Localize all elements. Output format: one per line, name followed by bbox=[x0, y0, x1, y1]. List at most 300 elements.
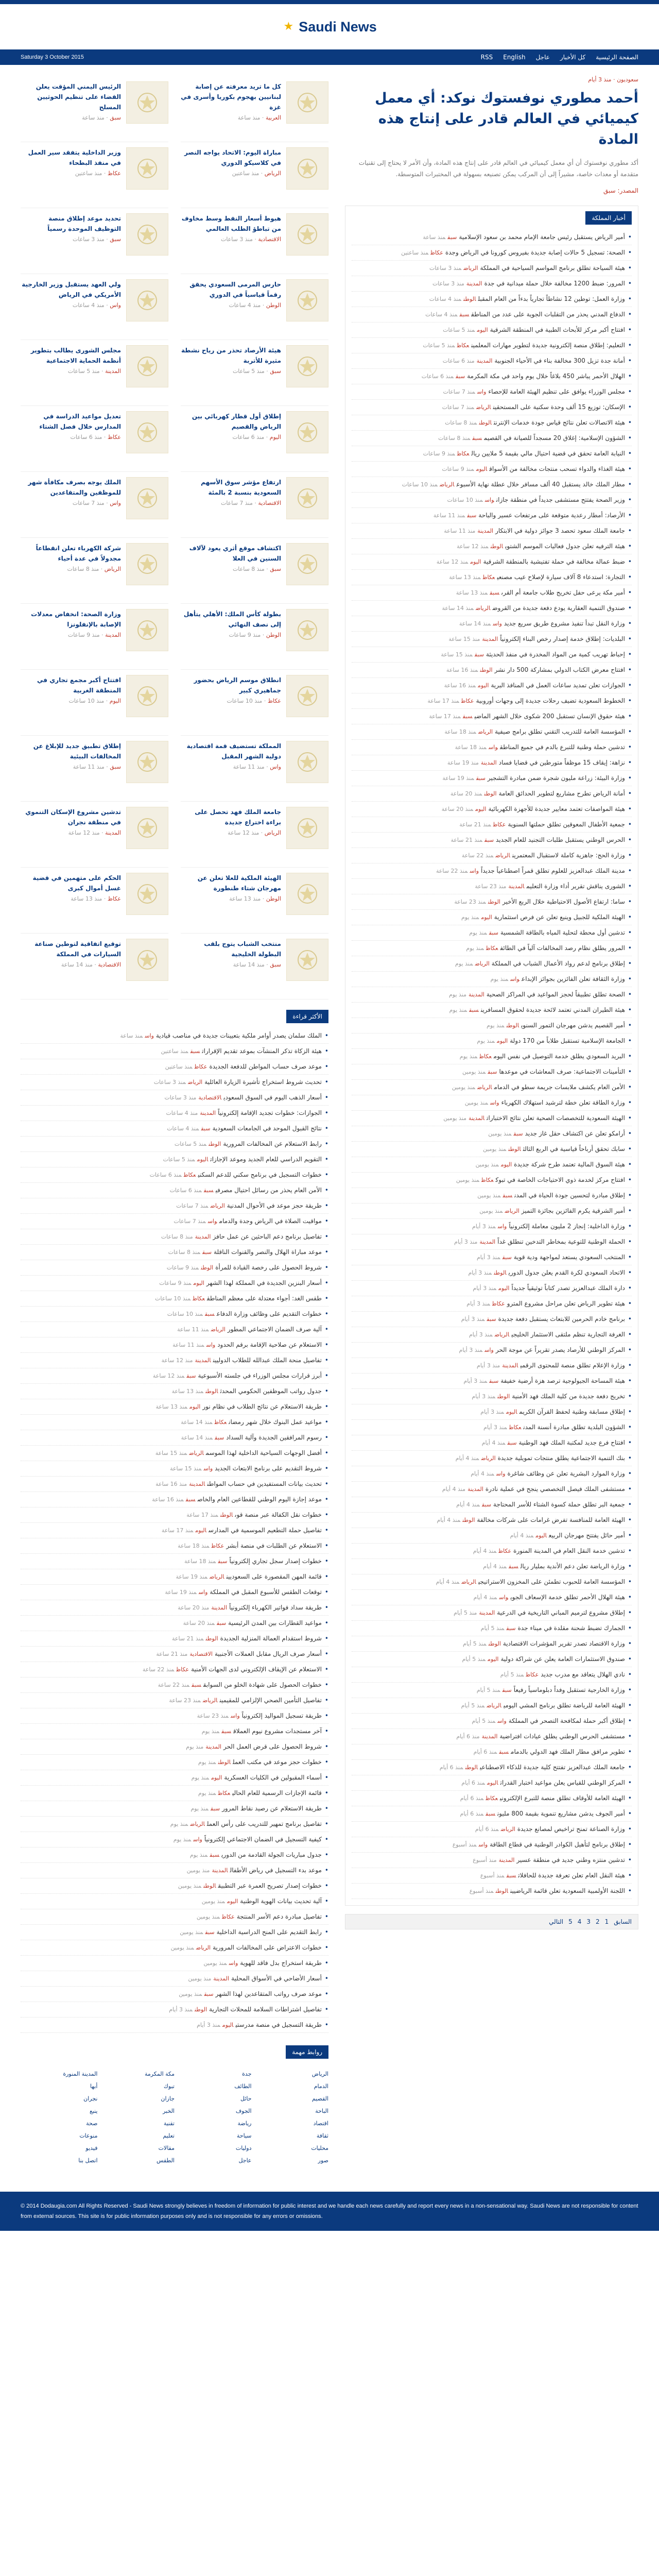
list-item-title[interactable]: افتتاح مركز لخدمة ذوي الاحتياجات الخاصة في تبوك bbox=[495, 1176, 625, 1183]
card-title[interactable]: الملك يوجه بصرف مكافأة شهر للموظفين والمتقاعدين bbox=[28, 479, 121, 496]
list-item-source[interactable]: الوطن bbox=[508, 1146, 521, 1153]
list-item[interactable] bbox=[352, 817, 632, 833]
list-item-title[interactable]: الشؤون الإسلامية: إغلاق 20 مسجداً للصيانة في القصيم bbox=[484, 434, 625, 442]
list-item[interactable] bbox=[21, 1585, 328, 1600]
card-source[interactable]: الرياض bbox=[264, 170, 281, 177]
list-item-source[interactable]: سبق bbox=[205, 1311, 215, 1317]
news-card[interactable] bbox=[21, 868, 168, 934]
list-item-source[interactable]: سبق bbox=[186, 1372, 196, 1379]
quick-link[interactable]: صحة bbox=[86, 2120, 98, 2127]
list-item-source[interactable]: الرياض bbox=[189, 1450, 204, 1456]
list-item-source[interactable]: واس bbox=[207, 1218, 217, 1225]
list-item-title[interactable]: رابط التقديم على المنح الدراسية الداخلية bbox=[216, 1928, 322, 1936]
list-item-source[interactable]: سبق bbox=[459, 311, 470, 318]
list-item-title[interactable]: أمانة الرياض تطرح مشاريع لتطوير الحدائق العامة bbox=[498, 790, 625, 797]
list-item[interactable] bbox=[352, 369, 632, 384]
list-item[interactable] bbox=[21, 1538, 328, 1554]
list-item-title[interactable]: الجوازات تعلن تمديد ساعات العمل في المنافذ البرية bbox=[491, 682, 625, 689]
list-item[interactable] bbox=[352, 400, 632, 415]
card-title[interactable]: تدشين مشروع الإسكان التنموي في منطقة نجران bbox=[25, 808, 121, 826]
list-item-source[interactable]: الوطن bbox=[203, 1883, 216, 1889]
list-item-title[interactable]: أسعار الأضاحي في الأسواق المحلية bbox=[231, 1975, 322, 1982]
list-item-source[interactable]: سبق bbox=[462, 713, 473, 720]
list-item[interactable] bbox=[352, 1497, 632, 1513]
list-item-source[interactable]: واس bbox=[229, 1960, 238, 1967]
list-item-title[interactable]: تفاصيل منحة الملك عبدالله للطلاب الدوليين bbox=[213, 1357, 322, 1364]
list-item-title[interactable]: الاستعلام عن الإيقاف الإلكتروني لدى الجهات الأمنية bbox=[191, 1666, 322, 1673]
list-item-source[interactable]: اليوم bbox=[477, 327, 488, 333]
list-item[interactable] bbox=[352, 1033, 632, 1049]
list-item-source[interactable]: الاقتصادية bbox=[198, 1094, 222, 1101]
thumbnail-placeholder[interactable] bbox=[126, 543, 168, 585]
list-item-title[interactable]: التجارة: استدعاء 8 آلاف سيارة لإصلاح عيب مصنعي bbox=[497, 573, 625, 581]
list-item-title[interactable]: المنتخب السعودي يستعد لمواجهة ودية قوية bbox=[513, 1253, 625, 1261]
list-item-source[interactable]: المدينة bbox=[477, 528, 494, 534]
list-item[interactable] bbox=[21, 1137, 328, 1152]
site-name[interactable]: Saudi News bbox=[299, 19, 377, 35]
list-item-source[interactable]: اليوم bbox=[500, 1161, 512, 1168]
list-item-title[interactable]: الشؤون البلدية تطلق مبادرة أنسنة المدن bbox=[523, 1423, 625, 1431]
list-item-title[interactable]: طقس الغد: أجواء معتدلة على معظم المناطق bbox=[206, 1295, 322, 1302]
list-item-source[interactable]: اليوم bbox=[488, 1656, 499, 1663]
thumbnail-placeholder[interactable] bbox=[126, 147, 168, 190]
list-item-title[interactable]: إطلاق مبادرة لتحسين جودة الحياة في المدن bbox=[514, 1192, 625, 1199]
list-item[interactable] bbox=[21, 1956, 328, 1971]
quick-link[interactable]: جازان bbox=[161, 2095, 175, 2102]
list-item-source[interactable]: اليوم bbox=[506, 1409, 517, 1415]
card-title[interactable]: توقيع اتفاقية لتوطين صناعة السيارات في المملكة bbox=[34, 940, 121, 958]
card-title[interactable]: هيئة الأرصاد تحذر من رياح نشطة مثيرة للأتربة bbox=[181, 347, 281, 364]
thumbnail-placeholder[interactable] bbox=[286, 741, 328, 783]
list-item-title[interactable]: أفضل الوجهات السياحية الداخلية لهذا الموسم bbox=[205, 1449, 322, 1456]
list-item-source[interactable]: عكاظ bbox=[481, 1177, 494, 1183]
list-item-source[interactable]: المدينة bbox=[498, 1857, 515, 1863]
list-item-title[interactable]: طريقة سداد فواتير الكهرباء إلكترونياً bbox=[229, 1604, 322, 1611]
list-item-title[interactable]: أمانة جدة تزيل 300 مخالفة بناء في الأحياء الجنوبية bbox=[494, 357, 625, 364]
list-item-source[interactable]: الرياض bbox=[505, 1208, 519, 1214]
list-item-title[interactable]: الاستعلام عن الطلبات في منصة أبشر bbox=[226, 1542, 322, 1549]
news-card[interactable] bbox=[181, 340, 328, 406]
list-item[interactable] bbox=[21, 1337, 328, 1353]
list-item[interactable] bbox=[21, 1616, 328, 1631]
list-item-title[interactable]: رسوم المرافقين الجديدة وآلية السداد bbox=[226, 1434, 322, 1441]
list-item-source[interactable]: واس bbox=[497, 1718, 507, 1724]
list-item-title[interactable]: سابك تحقق أرباحاً قياسية في الربع الثالث bbox=[523, 1145, 625, 1153]
list-item[interactable] bbox=[21, 1075, 328, 1090]
list-item-title[interactable]: التأمينات الاجتماعية: صرف المعاشات في موعدها bbox=[499, 1068, 625, 1075]
list-item[interactable] bbox=[352, 678, 632, 693]
list-item-title[interactable]: أسعار البنزين الجديدة في المملكة لهذا الشهر bbox=[206, 1279, 322, 1286]
list-item[interactable] bbox=[21, 1770, 328, 1786]
list-item[interactable] bbox=[21, 1028, 328, 1044]
list-item-source[interactable]: المدينة bbox=[211, 1604, 228, 1611]
news-card[interactable] bbox=[181, 670, 328, 736]
list-item-source[interactable]: واس bbox=[489, 744, 498, 751]
list-item-source[interactable]: اليوم bbox=[189, 1403, 201, 1410]
list-item[interactable] bbox=[352, 554, 632, 570]
list-item-source[interactable]: سبق bbox=[502, 1687, 512, 1693]
quick-link[interactable]: منوعات bbox=[79, 2132, 98, 2139]
list-item[interactable] bbox=[21, 1399, 328, 1415]
list-item-title[interactable]: خطوات الاعتراض على المخالفات المرورية bbox=[213, 1944, 322, 1951]
list-item-source[interactable]: الوطن bbox=[194, 2006, 207, 2013]
list-item[interactable] bbox=[21, 1755, 328, 1770]
list-item-title[interactable]: التعليم: إطلاق منصة إلكترونية جديدة لتطوير مهارات المعلمين bbox=[471, 342, 625, 349]
thumbnail-placeholder[interactable] bbox=[286, 477, 328, 519]
quick-link[interactable]: ينبع bbox=[89, 2108, 98, 2114]
quick-link[interactable]: تعليم bbox=[163, 2132, 175, 2139]
list-item-title[interactable]: تفاصيل حملة التطعيم الموسمية في المدارس bbox=[208, 1527, 322, 1534]
list-item-source[interactable]: عكاظ bbox=[509, 1424, 522, 1431]
list-item[interactable] bbox=[352, 848, 632, 863]
card-source[interactable]: المدينة bbox=[105, 368, 121, 375]
list-item-source[interactable]: عكاظ bbox=[183, 1172, 196, 1178]
quick-link[interactable]: صور bbox=[318, 2157, 328, 2164]
list-item-source[interactable]: عكاظ bbox=[493, 821, 506, 828]
list-item-title[interactable]: كيفية التسجيل في الضمان الاجتماعي إلكترونياً bbox=[204, 1836, 322, 1843]
quick-link[interactable]: ثقافة bbox=[316, 2132, 328, 2139]
quick-link[interactable]: نجران bbox=[83, 2095, 98, 2102]
card-title[interactable]: اكتشاف موقع أثري يعود لآلاف السنين في العلا bbox=[189, 545, 281, 562]
quick-link[interactable]: رياضة bbox=[237, 2120, 252, 2127]
list-item[interactable] bbox=[352, 1250, 632, 1265]
list-item[interactable] bbox=[352, 802, 632, 817]
list-item-source[interactable]: الرياض bbox=[476, 404, 491, 411]
list-item-source[interactable]: اليوم bbox=[496, 1038, 508, 1044]
list-item-title[interactable]: أمير الرياض يستقبل رئيس جامعة الإمام محمد بن سعود الإسلامية bbox=[459, 233, 625, 241]
list-item[interactable] bbox=[352, 663, 632, 678]
list-item[interactable] bbox=[21, 1291, 328, 1307]
list-item-title[interactable]: موعد بدء التسجيل في رياض الأطفال bbox=[230, 1867, 322, 1874]
list-item[interactable] bbox=[352, 1513, 632, 1528]
list-item-source[interactable]: المدينة bbox=[213, 1975, 230, 1982]
list-item-title[interactable]: النيابة العامة تحقق في قضية احتيال مالي بقيمة 5 ملايين ريال bbox=[471, 450, 625, 457]
card-source[interactable]: الوطن bbox=[266, 302, 281, 309]
list-item-title[interactable]: موعد صرف رواتب المتقاعدين لهذا الشهر bbox=[215, 1990, 322, 1997]
list-item-source[interactable]: الوطن bbox=[463, 296, 476, 302]
list-item-title[interactable]: أمير الجوف يدشن مشاريع تنموية بقيمة 800 مليون bbox=[497, 1810, 625, 1817]
card-title[interactable]: الرئيس اليمني المؤقت يعلن القضاء على تنظيم الحوثيين المسلح bbox=[36, 83, 121, 111]
list-item-title[interactable]: وزارة الرياضة تعلن دعم الأندية بمليار ريال bbox=[520, 1563, 625, 1570]
list-item-title[interactable]: خطوات الحصول على شهادة الخلو من السوابق bbox=[203, 1681, 322, 1688]
card-title[interactable]: شركة الكهرباء تعلن انقطاعاً مجدولاً في عدة أحياء bbox=[36, 545, 121, 562]
list-item-title[interactable]: البلديات: إطلاق خدمة إصدار رخص البناء إلكترونياً bbox=[500, 635, 625, 642]
list-item-title[interactable]: مطار الملك خالد يستقبل 40 ألف مسافر خلال عطلة نهاية الأسبوع bbox=[456, 481, 625, 488]
list-item[interactable] bbox=[21, 1322, 328, 1337]
card-source[interactable]: سبق bbox=[270, 961, 281, 968]
list-item-source[interactable]: عكاظ bbox=[482, 574, 495, 581]
list-item-title[interactable]: هيئة الزكاة تذكر المنشآت بموعد تقديم الإقرارات bbox=[202, 1047, 322, 1055]
list-item[interactable] bbox=[21, 1863, 328, 1878]
list-item[interactable] bbox=[352, 1667, 632, 1683]
list-item-title[interactable]: هيئة الاتصالات تعلن نتائج قياس جودة خدمات الإنترنت bbox=[493, 419, 625, 426]
list-item-title[interactable]: أرامكو تعلن عن اكتشاف حقل غاز جديد bbox=[525, 1130, 625, 1137]
card-title[interactable]: ارتفاع مؤشر سوق الأسهم السعودية بنسبة 2 بالمئة bbox=[201, 479, 281, 496]
list-item-source[interactable]: سبق bbox=[218, 1558, 228, 1565]
card-title[interactable]: تحديد موعد إطلاق منصة التوظيف الموحدة رسمياً bbox=[47, 215, 121, 232]
list-item[interactable] bbox=[352, 1142, 632, 1157]
news-card[interactable] bbox=[21, 604, 168, 670]
list-item-source[interactable]: سبق bbox=[204, 1991, 214, 1997]
thumbnail-placeholder[interactable] bbox=[286, 81, 328, 124]
thumbnail-placeholder[interactable] bbox=[126, 213, 168, 256]
quick-link[interactable]: القصيم bbox=[311, 2095, 328, 2102]
list-item-title[interactable]: رابط الاستعلام عن المخالفات المرورية bbox=[223, 1140, 322, 1147]
list-item-source[interactable]: الرياض bbox=[487, 1702, 501, 1709]
news-card[interactable] bbox=[21, 76, 168, 142]
list-item[interactable] bbox=[21, 2018, 328, 2033]
list-item-source[interactable]: سبق bbox=[456, 373, 465, 380]
list-item-title[interactable]: ساما: ارتفاع الأصول الاحتياطية خلال الربع الأخير bbox=[502, 898, 625, 905]
list-item[interactable] bbox=[352, 1049, 632, 1064]
card-title[interactable]: مجلس الشورى يطالب بتطوير أنظمة الحماية الاجتماعية bbox=[30, 347, 121, 364]
list-item-title[interactable]: تدشين منتزه وطني جديد في منطقة عسير bbox=[516, 1856, 625, 1863]
list-item-title[interactable]: تدشين حملة وطنية للتبرع بالدم في جميع المناطق bbox=[500, 743, 625, 751]
nav-link[interactable]: كل الأخبار bbox=[560, 54, 586, 61]
news-card[interactable] bbox=[181, 472, 328, 538]
list-item[interactable] bbox=[352, 1204, 632, 1219]
list-item-title[interactable]: الصحة تطلق تطبيقاً لحجز المواعيد في المراكز الصحية bbox=[486, 991, 625, 998]
quick-link[interactable]: جدة bbox=[242, 2071, 252, 2077]
list-item-source[interactable]: المدينة bbox=[479, 1239, 496, 1245]
list-item-source[interactable]: الوطن bbox=[462, 1517, 475, 1523]
quick-link[interactable]: اقتصاد bbox=[313, 2120, 328, 2127]
card-title[interactable]: المملكة تستضيف قمة اقتصادية دولية الشهر المقبل bbox=[186, 742, 281, 760]
list-item[interactable] bbox=[352, 384, 632, 400]
list-item-source[interactable]: واس bbox=[145, 1032, 154, 1039]
list-item-title[interactable]: جمعية البر تطلق حملة كسوة الشتاء للأسر المحتاجة bbox=[493, 1501, 625, 1508]
list-item-source[interactable]: الوطن bbox=[506, 1022, 519, 1029]
list-item[interactable] bbox=[352, 786, 632, 802]
thumbnail-placeholder[interactable] bbox=[286, 675, 328, 717]
list-item[interactable] bbox=[352, 1157, 632, 1173]
pager-link[interactable]: السابق bbox=[614, 1918, 632, 1925]
news-card[interactable] bbox=[181, 274, 328, 340]
thumbnail-placeholder[interactable] bbox=[286, 411, 328, 453]
list-item[interactable] bbox=[352, 724, 632, 740]
list-item-source[interactable]: الرياض bbox=[475, 960, 490, 967]
list-item-title[interactable]: جامعة الملك سعود تحصد 3 جوائز دولية في الابتكار bbox=[495, 527, 625, 534]
list-item[interactable] bbox=[352, 1683, 632, 1698]
list-item-source[interactable]: عكاظ bbox=[211, 1543, 224, 1549]
list-item-source[interactable]: عكاظ bbox=[214, 1419, 227, 1426]
list-item[interactable] bbox=[352, 1605, 632, 1621]
list-item[interactable] bbox=[21, 1044, 328, 1059]
list-item-title[interactable]: نزاهة: إيقاف 15 موظفاً متورطين في قضايا فساد bbox=[498, 759, 625, 766]
news-card[interactable] bbox=[181, 208, 328, 274]
nav-link[interactable]: English bbox=[503, 54, 526, 61]
list-item-title[interactable]: ضبط عمالة مخالفة في حملة تفتيشية بالمنطقة الشرقية bbox=[483, 558, 625, 565]
list-item-title[interactable]: نادي الهلال يتعاقد مع مدرب جديد bbox=[541, 1671, 625, 1678]
list-item[interactable] bbox=[352, 230, 632, 245]
list-item[interactable] bbox=[352, 1729, 632, 1744]
list-item-source[interactable]: الوطن bbox=[497, 1393, 510, 1400]
card-source[interactable]: سبق bbox=[110, 764, 121, 770]
list-item[interactable] bbox=[21, 1214, 328, 1229]
list-item[interactable] bbox=[352, 446, 632, 462]
list-item[interactable] bbox=[21, 1183, 328, 1198]
list-item[interactable] bbox=[21, 1415, 328, 1430]
quick-link[interactable]: المدينة المنورة bbox=[63, 2071, 98, 2077]
card-source[interactable]: سبق bbox=[110, 114, 121, 121]
list-item-source[interactable]: سبق bbox=[506, 1872, 516, 1879]
list-item-title[interactable]: وزارة الاقتصاد تصدر تقرير المؤشرات الاقتصادية bbox=[502, 1640, 625, 1647]
list-item-title[interactable]: جدول مباريات الجولة القادمة من الدوري bbox=[221, 1851, 322, 1858]
list-item-source[interactable]: الرياض bbox=[500, 1826, 515, 1833]
list-item[interactable] bbox=[21, 1430, 328, 1446]
list-item[interactable] bbox=[21, 2002, 328, 2018]
list-item[interactable] bbox=[21, 1631, 328, 1647]
list-item-source[interactable]: عكاظ bbox=[485, 1795, 498, 1802]
list-item-title[interactable]: تفاصيل التأمين الصحي الإلزامي للمقيمين bbox=[219, 1697, 322, 1704]
news-card[interactable] bbox=[181, 538, 328, 604]
list-item-source[interactable]: سبق bbox=[474, 651, 484, 658]
list-item-source[interactable]: الرياض bbox=[196, 1944, 211, 1951]
card-source[interactable]: سبق bbox=[270, 368, 281, 375]
quick-link[interactable]: اتصل بنا bbox=[78, 2157, 98, 2164]
list-item-source[interactable]: الوطن bbox=[494, 1269, 507, 1276]
list-item-title[interactable]: الهيئة السعودية للتخصصات الصحية تعلن نتائج الاختبارات bbox=[487, 1114, 625, 1122]
card-title[interactable]: تعديل مواعيد الدراسة في المدارس خلال فصل الشتاء bbox=[39, 413, 121, 430]
thumbnail-placeholder[interactable] bbox=[286, 213, 328, 256]
list-item-title[interactable]: طريقة التسجيل في منصة مدرستي bbox=[235, 2021, 322, 2028]
list-item-title[interactable]: الجامعة الإسلامية تستقبل طلاباً من 170 دولة bbox=[510, 1037, 625, 1044]
thumbnail-placeholder[interactable] bbox=[126, 675, 168, 717]
list-item-source[interactable]: المدينة bbox=[195, 1233, 211, 1240]
list-item[interactable] bbox=[352, 693, 632, 709]
list-item[interactable] bbox=[352, 647, 632, 663]
list-item[interactable] bbox=[352, 1064, 632, 1080]
card-title[interactable]: الحكم على متهمين في قضية غسل أموال كبرى bbox=[32, 874, 121, 892]
list-item-title[interactable]: الهلال الأحمر يباشر 450 بلاغاً خلال يوم واحد في مكة المكرمة bbox=[467, 372, 625, 380]
list-item[interactable] bbox=[352, 338, 632, 353]
card-title[interactable]: مباراة اليوم: الاتحاد يواجه النصر في كلاسيكو الدوري bbox=[184, 149, 281, 166]
card-title[interactable]: هبوط أسعار النفط وسط مخاوف من تباطؤ الطلب العالمي bbox=[181, 215, 281, 232]
list-item-source[interactable]: الرياض bbox=[202, 1697, 218, 1704]
list-item-source[interactable]: سبق bbox=[513, 1130, 523, 1137]
thumbnail-placeholder[interactable] bbox=[286, 807, 328, 849]
list-item-source[interactable]: الوطن bbox=[218, 1759, 231, 1766]
list-item-title[interactable]: شروط استقدام العمالة المنزلية الجديدة bbox=[220, 1635, 322, 1642]
list-item[interactable] bbox=[21, 1987, 328, 2002]
list-item-title[interactable]: هيئة الترفيه تعلن جدول فعاليات الموسم الشتوي bbox=[505, 543, 625, 550]
list-item[interactable] bbox=[352, 1404, 632, 1420]
list-item-title[interactable]: إحباط تهريب كمية من المواد المخدرة في منفذ الحديثة bbox=[485, 651, 625, 658]
thumbnail-placeholder[interactable] bbox=[126, 477, 168, 519]
news-card[interactable] bbox=[21, 274, 168, 340]
list-item-source[interactable]: اليوم bbox=[535, 1532, 547, 1539]
list-item-source[interactable]: اليوم bbox=[195, 1527, 206, 1534]
quick-link[interactable]: أبها bbox=[90, 2083, 98, 2090]
list-item-title[interactable]: شروط الحصول على رخصة القيادة للمرأة bbox=[215, 1264, 322, 1271]
list-item-source[interactable]: سبق bbox=[488, 1069, 497, 1075]
list-item[interactable] bbox=[21, 1260, 328, 1276]
list-item-source[interactable]: عكاظ bbox=[194, 1063, 207, 1070]
list-item-source[interactable]: الرياض bbox=[478, 728, 493, 735]
list-item[interactable] bbox=[352, 415, 632, 431]
list-item-source[interactable]: الوطن bbox=[209, 1141, 221, 1147]
list-item-title[interactable]: أسماء المقبولين في الكليات العسكرية bbox=[224, 1774, 322, 1781]
list-item[interactable] bbox=[21, 1307, 328, 1322]
list-item-source[interactable]: عكاظ bbox=[457, 342, 470, 349]
card-source[interactable]: الرياض bbox=[264, 829, 281, 836]
card-source[interactable]: المدينة bbox=[105, 829, 121, 836]
pager-link[interactable]: 1 bbox=[604, 1918, 609, 1925]
list-item-title[interactable]: شروط الحصول على قرض العمل الحر bbox=[223, 1743, 322, 1750]
news-card[interactable] bbox=[181, 142, 328, 208]
list-item-title[interactable]: تفاصيل اشتراطات السلامة للمحلات التجارية bbox=[209, 2006, 322, 2013]
list-item-source[interactable]: سبق bbox=[481, 1501, 492, 1508]
list-item[interactable] bbox=[21, 1121, 328, 1137]
list-item[interactable] bbox=[21, 1848, 328, 1863]
quick-link[interactable]: الطائف bbox=[234, 2083, 252, 2090]
list-item-title[interactable]: تحديث بيانات المستفيدين في حساب المواطن bbox=[207, 1480, 322, 1487]
list-item-source[interactable]: سبق bbox=[201, 1125, 211, 1132]
list-item[interactable] bbox=[352, 1652, 632, 1667]
list-item-title[interactable]: أمير حائل يفتتح مهرجان الربيع bbox=[548, 1532, 625, 1539]
list-item-title[interactable]: وزارة الثقافة تعلن الفائزين بجوائز الإبداع bbox=[522, 975, 625, 982]
list-item[interactable] bbox=[352, 910, 632, 925]
quick-link[interactable]: الدمام bbox=[314, 2083, 328, 2090]
list-item[interactable] bbox=[21, 1090, 328, 1106]
list-item[interactable] bbox=[352, 1327, 632, 1343]
list-item-title[interactable]: تفاصيل برنامج دعم الباحثين عن عمل حافز bbox=[213, 1233, 322, 1240]
card-source[interactable]: عكاظ bbox=[107, 895, 121, 902]
list-item-title[interactable]: خطوات إصدار تصريح العمرة عبر التطبيق bbox=[218, 1882, 322, 1889]
list-item[interactable] bbox=[352, 941, 632, 956]
list-item-title[interactable]: آخر مستجدات مشروع نيوم العملاق bbox=[233, 1727, 322, 1735]
quick-link[interactable]: تبوك bbox=[163, 2083, 175, 2090]
pager-link[interactable]: 2 bbox=[596, 1918, 600, 1925]
list-item[interactable] bbox=[352, 1544, 632, 1559]
list-item-title[interactable]: بنك التنمية الاجتماعية يطلق منتجات تمويلية جديدة bbox=[497, 1454, 625, 1462]
list-item[interactable] bbox=[21, 1152, 328, 1167]
list-item-title[interactable]: موعد مباراة الهلال والنصر والقنوات الناقلة bbox=[214, 1248, 322, 1256]
thumbnail-placeholder[interactable] bbox=[286, 147, 328, 190]
thumbnail-placeholder[interactable] bbox=[286, 279, 328, 321]
list-item-source[interactable]: الرياض bbox=[439, 481, 455, 488]
list-item-source[interactable]: سبق bbox=[502, 1254, 512, 1261]
list-item-source[interactable]: عكاظ bbox=[193, 1295, 205, 1302]
list-item-source[interactable]: المدينة bbox=[479, 1609, 495, 1616]
list-item[interactable] bbox=[21, 1677, 328, 1693]
list-item-title[interactable]: المرور: ضبط 1200 مخالفة خلال حملة ميدانية في جدة bbox=[484, 280, 625, 287]
list-item-title[interactable]: إطلاق مشروع لترميم المباني التاريخية في الدرعية bbox=[497, 1609, 625, 1616]
list-item-title[interactable]: المرور يطلق نظام رصد المخالفات آلياً في الطائف bbox=[500, 944, 625, 952]
list-item-title[interactable]: الحملة الوطنية للتوعية بمخاطر التدخين تنطلق غداً bbox=[497, 1238, 625, 1245]
thumbnail-placeholder[interactable] bbox=[286, 345, 328, 387]
news-card[interactable] bbox=[181, 604, 328, 670]
list-item-title[interactable]: افتتاح معرض الكتاب الدولي بمشاركة 500 دار نشر bbox=[494, 666, 625, 673]
list-item-source[interactable]: الوطن bbox=[220, 1512, 233, 1518]
list-item-title[interactable]: الهيئة العامة للرياضة تطلق برنامج المشي اليومي bbox=[503, 1702, 625, 1709]
list-item-source[interactable]: عكاظ bbox=[461, 698, 474, 704]
list-item[interactable] bbox=[352, 1574, 632, 1590]
list-item[interactable] bbox=[352, 1791, 632, 1806]
list-item-source[interactable]: عكاظ bbox=[176, 1666, 189, 1673]
news-card[interactable] bbox=[181, 934, 328, 999]
list-item-title[interactable]: الحرس الوطني يستقبل طلبات التجنيد للعام الجديد bbox=[496, 836, 625, 843]
nav-link[interactable]: الصفحة الرئيسية bbox=[596, 54, 638, 61]
list-item[interactable] bbox=[352, 1621, 632, 1636]
news-card[interactable] bbox=[181, 736, 328, 802]
news-card[interactable] bbox=[21, 736, 168, 802]
list-item-title[interactable]: وزير الصحة يفتتح مستشفى جديداً في منطقة جازان bbox=[496, 496, 625, 503]
list-item-title[interactable]: وزارة الموارد البشرية تعلن عن وظائف شاغرة bbox=[507, 1470, 625, 1477]
list-item-title[interactable]: قائمة الإجازات الرسمية للعام الحالي bbox=[232, 1789, 322, 1797]
list-item[interactable] bbox=[21, 1569, 328, 1585]
list-item-title[interactable]: جدول رواتب الموظفين الحكومي المحدث bbox=[220, 1387, 322, 1395]
